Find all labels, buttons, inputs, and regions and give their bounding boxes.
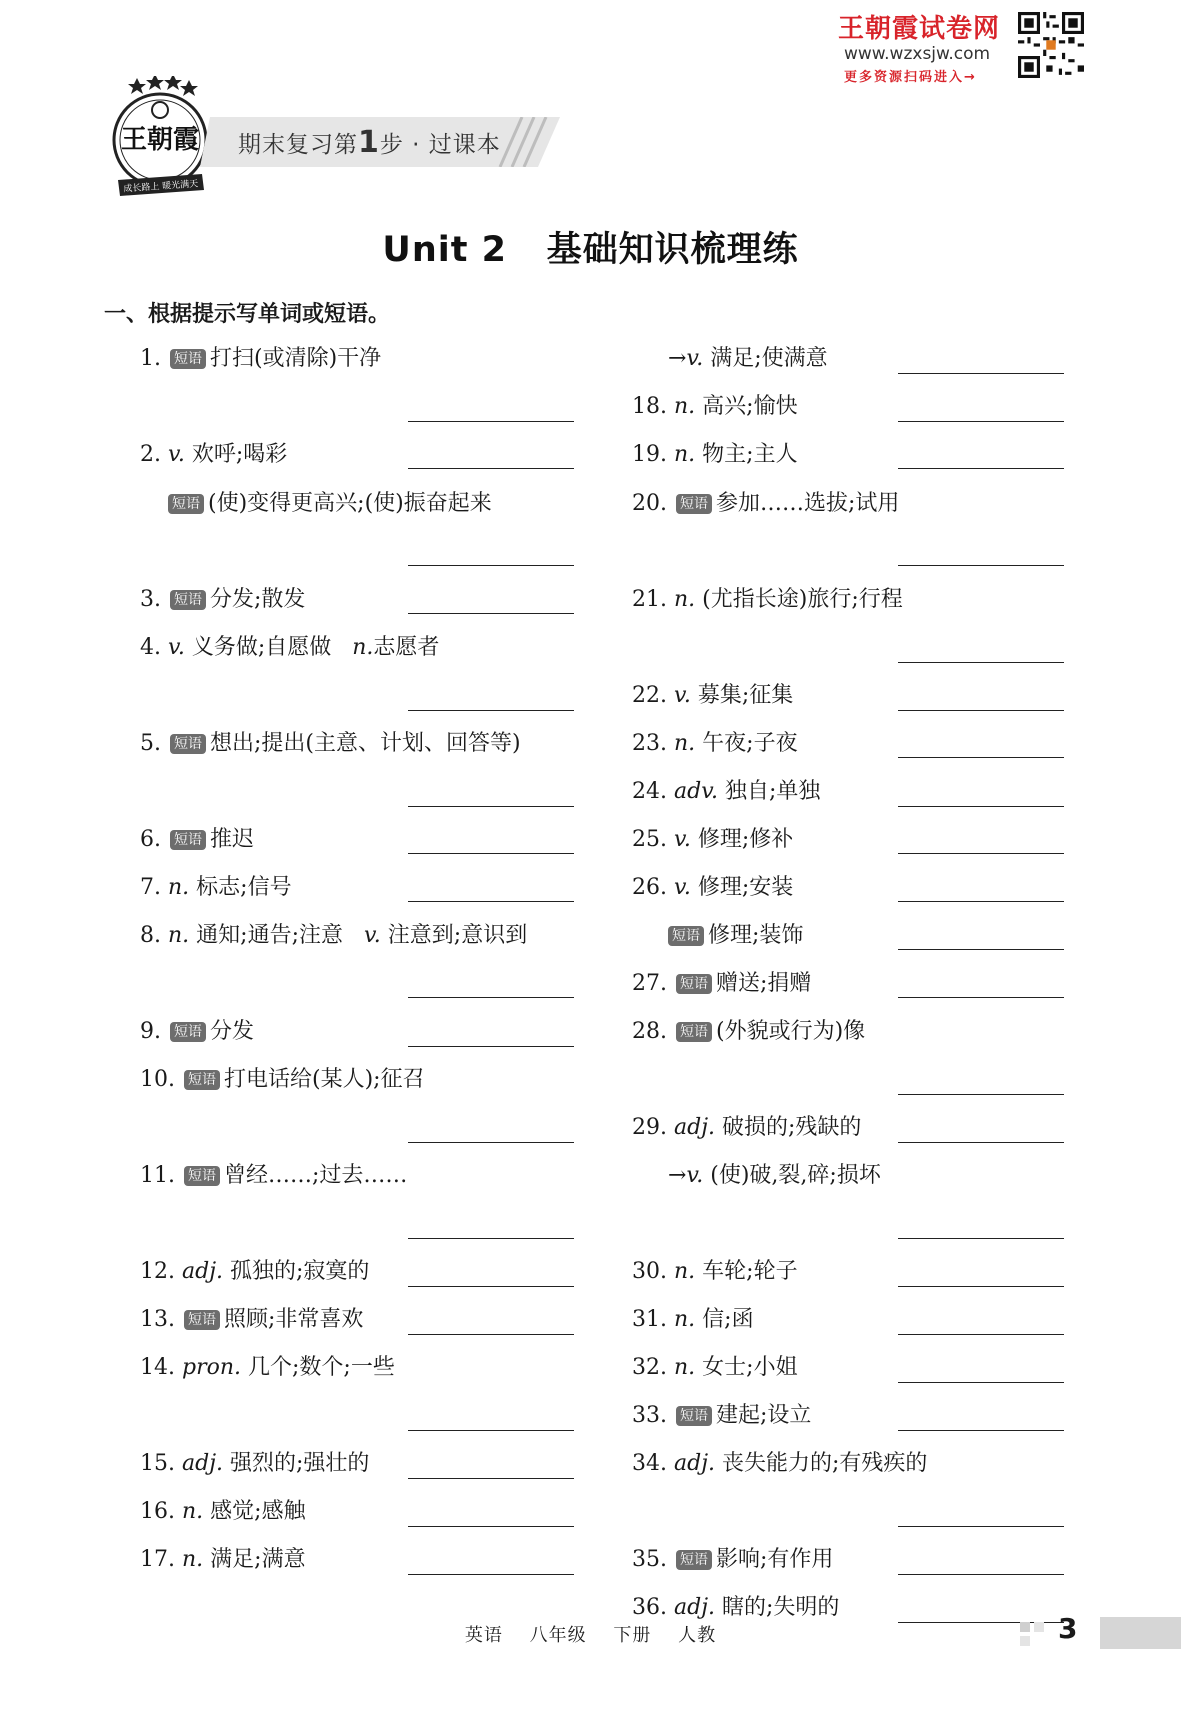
phrase-tag: 短语 <box>676 974 712 994</box>
answer-blank-1[interactable] <box>408 421 574 422</box>
phrase-tag: 短语 <box>668 926 704 946</box>
badge <box>200 117 560 167</box>
answer-blank-2[interactable] <box>408 468 574 469</box>
answer-blank-32[interactable] <box>898 1382 1064 1383</box>
answer-blank-10[interactable] <box>408 1142 574 1143</box>
phrase-tag: 短语 <box>170 590 206 610</box>
answer-blank-13[interactable] <box>408 1334 574 1335</box>
answer-blank-34[interactable] <box>898 1526 1064 1527</box>
answer-blank-8[interactable] <box>408 997 574 998</box>
item-2b: 短语 (使)变得更高兴;(使)振奋起来 <box>166 490 492 518</box>
item-6: 6. 短语 推迟 <box>140 827 255 852</box>
answer-blank-4[interactable] <box>408 710 574 711</box>
item-35: 35. 短语 影响;有作用 <box>632 1547 834 1572</box>
brand-title: 王朝霞试卷网 <box>838 14 1001 44</box>
answer-blank-25[interactable] <box>898 853 1064 854</box>
answer-blank-29b[interactable] <box>898 1238 1064 1239</box>
answer-blank-35[interactable] <box>898 1574 1064 1575</box>
badge-prefix: 期末复习第 <box>238 132 358 158</box>
answer-blank-3[interactable] <box>408 613 574 614</box>
item-33: 33. 短语 建起;设立 <box>632 1403 812 1428</box>
footer-grade: 八年级 <box>529 1625 587 1646</box>
brand-url[interactable]: www.wzxsjw.com <box>844 44 991 64</box>
answer-blank-29[interactable] <box>898 1142 1064 1143</box>
answer-blank-23[interactable] <box>898 757 1064 758</box>
phrase-tag: 短语 <box>676 1022 712 1042</box>
answer-blank-30[interactable] <box>898 1286 1064 1287</box>
answer-blank-20[interactable] <box>898 565 1064 566</box>
item-4: 4. v. 义务做;自愿做 n.志愿者 <box>140 635 440 660</box>
footer-volume: 下册 <box>613 1625 652 1646</box>
answer-blank-26[interactable] <box>898 901 1064 902</box>
item-28: 28. 短语 (外貌或行为)像 <box>632 1019 866 1044</box>
item-17b: →v. 满足;使满意 <box>668 346 828 371</box>
phrase-tag: 短语 <box>168 494 204 514</box>
badge-step: 1 <box>358 125 380 160</box>
answer-blank-7[interactable] <box>408 901 574 902</box>
phrase-tag: 短语 <box>170 734 206 754</box>
phrase-tag: 短语 <box>184 1070 220 1090</box>
logo-name: 王朝霞 <box>120 125 200 155</box>
item-29: 29. adj. 破损的;残缺的 <box>632 1115 862 1140</box>
phrase-tag: 短语 <box>676 1406 712 1426</box>
answer-blank-17b[interactable] <box>898 373 1064 374</box>
phrase-tag: 短语 <box>170 349 206 369</box>
item-29b: →v. (使)破,裂,碎;损坏 <box>668 1163 881 1188</box>
answer-blank-21[interactable] <box>898 662 1064 663</box>
answer-blank-14[interactable] <box>408 1430 574 1431</box>
unit-title: Unit 2 基础知识梳理练 <box>382 230 799 270</box>
item-24: 24. adv. 独自;单独 <box>632 779 821 804</box>
phrase-tag: 短语 <box>170 1022 206 1042</box>
phrase-tag: 短语 <box>184 1166 220 1186</box>
answer-blank-28[interactable] <box>898 1094 1064 1095</box>
item-2: 2. v. 欢呼;喝彩 <box>140 442 288 467</box>
answer-blank-15[interactable] <box>408 1478 574 1479</box>
item-17: 17. n. 满足;满意 <box>140 1547 306 1572</box>
footer-subject: 英语 <box>464 1625 503 1646</box>
item-25: 25. v. 修理;修补 <box>632 827 794 852</box>
answer-blank-19[interactable] <box>898 468 1064 469</box>
item-20: 20. 短语 参加……选拔;试用 <box>632 491 900 516</box>
item-5: 5. 短语 想出;提出(主意、计划、回答等) <box>140 731 521 756</box>
answer-blank-6[interactable] <box>408 853 574 854</box>
answer-blank-11[interactable] <box>408 1238 574 1239</box>
phrase-tag: 短语 <box>170 830 206 850</box>
item-9: 9. 短语 分发 <box>140 1019 255 1044</box>
section-title: 一、根据提示写单词或短语。 <box>104 302 391 327</box>
item-16: 16. n. 感觉;感触 <box>140 1499 306 1524</box>
item-31: 31. n. 信;函 <box>632 1307 754 1332</box>
phrase-tag: 短语 <box>676 494 712 514</box>
item-26b: 短语 修理;装饰 <box>666 922 803 950</box>
svg-text:成长路上 暖光满天: 成长路上 暖光满天 <box>123 179 199 195</box>
item-27: 27. 短语 赠送;捐赠 <box>632 971 812 996</box>
page-corner-mark-icon <box>1018 1620 1048 1650</box>
answer-blank-9[interactable] <box>408 1046 574 1047</box>
footer-publisher: 人教 <box>678 1625 717 1646</box>
phrase-tag: 短语 <box>676 1550 712 1570</box>
item-10: 10. 短语 打电话给(某人);征召 <box>140 1067 425 1092</box>
answer-blank-16[interactable] <box>408 1526 574 1527</box>
item-14: 14. pron. 几个;数个;一些 <box>140 1355 395 1380</box>
answer-blank-33[interactable] <box>898 1430 1064 1431</box>
answer-blank-2b[interactable] <box>408 565 574 566</box>
answer-blank-17[interactable] <box>408 1574 574 1575</box>
item-23: 23. n. 午夜;子夜 <box>632 731 798 756</box>
item-22: 22. v. 募集;征集 <box>632 683 794 708</box>
item-1: 1. 短语 打扫(或清除)干净 <box>140 346 382 371</box>
answer-blank-22[interactable] <box>898 710 1064 711</box>
footer <box>0 1621 1181 1647</box>
item-7: 7. n. 标志;信号 <box>140 875 292 900</box>
item-18: 18. n. 高兴;愉快 <box>632 394 798 419</box>
answer-blank-24[interactable] <box>898 806 1064 807</box>
qr-code-icon[interactable] <box>1018 12 1084 78</box>
item-32: 32. n. 女士;小姐 <box>632 1355 798 1380</box>
answer-blank-31[interactable] <box>898 1334 1064 1335</box>
answer-blank-26b[interactable] <box>898 949 1064 950</box>
answer-blank-12[interactable] <box>408 1286 574 1287</box>
item-19: 19. n. 物主;主人 <box>632 442 798 467</box>
item-11: 11. 短语 曾经……;过去…… <box>140 1163 408 1188</box>
answer-blank-18[interactable] <box>898 421 1064 422</box>
item-36: 36. adj. 瞎的;失明的 <box>632 1595 840 1620</box>
item-13: 13. 短语 照顾;非常喜欢 <box>140 1307 364 1332</box>
item-34: 34. adj. 丧失能力的;有残疾的 <box>632 1451 928 1476</box>
item-30: 30. n. 车轮;轮子 <box>632 1259 798 1284</box>
item-8: 8. n. 通知;通告;注意 v. 注意到;意识到 <box>140 923 528 948</box>
item-3: 3. 短语 分发;散发 <box>140 587 306 612</box>
item-12: 12. adj. 孤独的;寂寞的 <box>140 1259 370 1284</box>
item-21: 21. n. (尤指长途)旅行;行程 <box>632 587 903 612</box>
answer-blank-5[interactable] <box>408 806 574 807</box>
item-15: 15. adj. 强烈的;强壮的 <box>140 1451 370 1476</box>
page-number: 3 <box>1058 1612 1078 1645</box>
page-number-bar <box>1100 1617 1181 1649</box>
item-26: 26. v. 修理;安装 <box>632 875 794 900</box>
answer-blank-27[interactable] <box>898 997 1064 998</box>
brand-scan-text: 更多资源扫码进入→ <box>844 70 977 85</box>
badge-suffix: 步 · 过课本 <box>379 132 501 158</box>
phrase-tag: 短语 <box>184 1310 220 1330</box>
